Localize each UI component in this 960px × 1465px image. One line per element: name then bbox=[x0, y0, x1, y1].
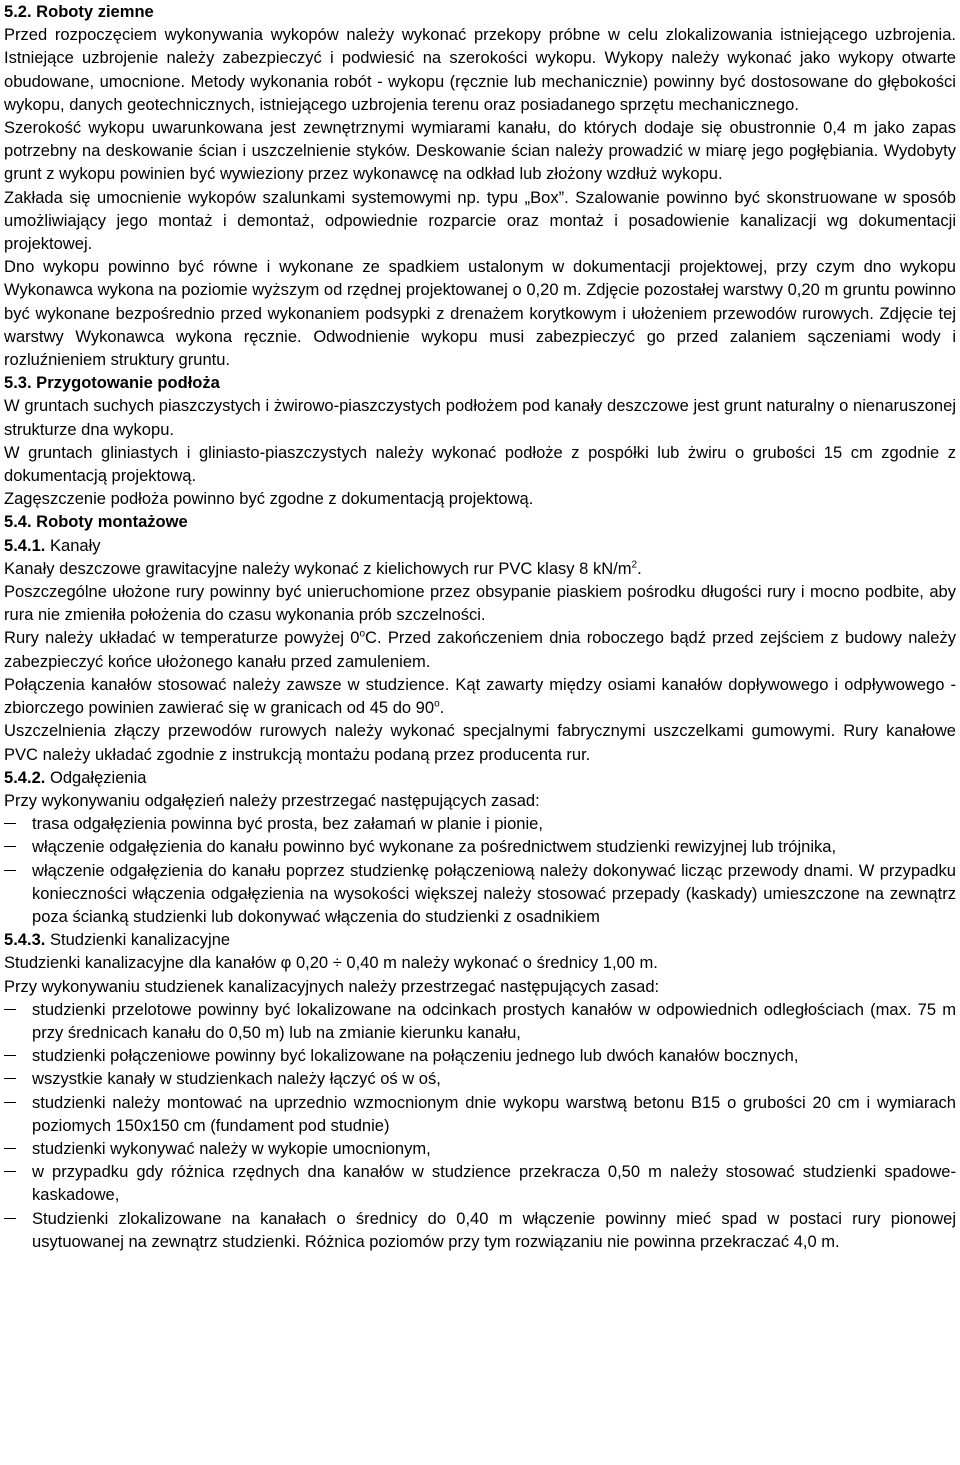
paragraph: Poszczególne ułożone rury powinny być unieruchomione przez obsypanie piaskiem pośrodku długości rury i mocno podbite, aby rura nie zmieniła położenia do czasu wykonania prób szczelności. bbox=[4, 582, 956, 625]
dash-bullet-icon bbox=[4, 870, 16, 871]
rules-list bbox=[4, 998, 956, 1253]
list-item-text: Studzienki zlokalizowane na kanałach o średnicy do 0,40 m włączenie powinny mieć spad w postaci rury pionowej usytuowanej na zewnątrz studzienki. Różnica poziomów przy tym rozwiązaniu nie powinna przekraczać 4,0 m. bbox=[32, 1208, 956, 1251]
list-item-text: w przypadku gdy różnica rzędnych dna kanałów w studzience przekracza 0,50 m należy stosować studzienki spadowe-kaskadowe, bbox=[32, 1162, 956, 1205]
superscript: o bbox=[434, 698, 440, 710]
paragraph bbox=[4, 951, 956, 974]
dash-bullet-icon bbox=[4, 1102, 16, 1103]
heading-5-4-title: Roboty montażowe bbox=[36, 512, 188, 532]
rules-list bbox=[4, 812, 956, 928]
heading-5-4-2-title: Odgałęzienia bbox=[49, 767, 147, 787]
heading-5-3-number: 5.3. bbox=[4, 373, 32, 393]
text-run: . bbox=[637, 558, 642, 578]
dash-bullet-icon bbox=[4, 1148, 16, 1149]
dash-bullet-icon bbox=[4, 1055, 16, 1056]
list-item bbox=[4, 835, 956, 858]
heading-5-4-2-number: 5.4.2. bbox=[4, 767, 46, 787]
paragraph: Dno wykopu powinno być równe i wykonane ze spadkiem ustalonym w dokumentacji projektowej, przy czym dno wykopu Wykonawca wykona na poziomie wyższym od rzędnej projektowanej o 0,20 m. Zdjęcie pozostałej warstwy 0,20 m gruntu powinno być wykonane bezpośrednio przed wykonaniem podsypki z drenażem korytkowym i ułożeniem przewodów rurowych. Zdjęcie tej warstwy Wykonawca wykona ręcznie. Odwodnienie wykopu musi zabezpieczyć go przed zalaniem sączeniami wody i rozluźnieniem struktury gruntu. bbox=[4, 257, 956, 370]
text-run: Kanały deszczowe grawitacyjne należy wykonać z kielichowych rur PVC klasy 8 kN/m bbox=[4, 558, 632, 578]
text-run: 0,20 bbox=[295, 953, 329, 973]
paragraph: Szerokość wykopu uwarunkowana jest zewnętrznymi wymiarami kanału, do których dodaje się obustronnie 0,4 m jako zapas potrzebny na deskowanie ścian i uszczelnienie styków. Deskowanie ścian należy prowadzić w miarę jego pogłębiania. Wydobyty grunt z wykopu powinien być wywieziony przez wykonawcę na odkład lub złożony wzdłuż wykopu. bbox=[4, 118, 956, 184]
list-item bbox=[4, 1044, 956, 1067]
heading-5-2 bbox=[4, 0, 956, 23]
list-item-text: studzienki wykonywać należy w wykopie umocnionym, bbox=[32, 1138, 431, 1158]
list-item bbox=[4, 1067, 956, 1090]
heading-5-2-title: Roboty ziemne bbox=[36, 2, 154, 21]
heading-5-4 bbox=[4, 510, 956, 533]
paragraph: Zagęszczenie podłoża powinno być zgodne z dokumentacją projektową. bbox=[4, 489, 534, 509]
paragraph bbox=[4, 557, 956, 580]
list-item bbox=[4, 1207, 956, 1253]
superscript: 2 bbox=[631, 559, 638, 571]
paragraph: Przed rozpoczęciem wykonywania wykopów należy wykonać przekopy próbne w celu zlokalizowania istniejącego uzbrojenia. Istniejące uzbrojenie należy zabezpieczyć i podwiesić na szerokości wykopu. Wykopy należy wykonać jako wykopy otwarte obudowane, umocnione. Metody wykonania robót - wykopu (ręcznie lub mechanicznie) powinny być dostosowane do głębokości wykopu, danych geotechnicznych, istniejącego uzbrojenia terenu oraz posiadanego sprzętu mechanicznego. bbox=[4, 25, 956, 114]
list-item-text: trasa odgałęzienia powinna być prosta, bez załamań w planie i pionie, bbox=[32, 814, 543, 834]
heading-5-4-number: 5.4. bbox=[4, 512, 32, 532]
superscript: o bbox=[359, 628, 366, 640]
heading-5-4-1-number: 5.4.1. bbox=[4, 535, 46, 555]
paragraph bbox=[4, 626, 956, 672]
heading-5-2-number: 5.2. bbox=[4, 2, 32, 21]
paragraph: Zakłada się umocnienie wykopów szalunkami systemowymi np. typu „Box”. Szalowanie powinno być skonstruowane w sposób umożliwiający jego montaż i demontaż, odpowiednie rozparcie oraz montaż i posadowienie kanalizacji wg dokumentacji projektowej. bbox=[4, 187, 956, 254]
dash-bullet-icon bbox=[4, 1009, 16, 1010]
heading-5-4-3 bbox=[4, 928, 956, 951]
list-item-text: studzienki przelotowe powinny być lokalizowane na odcinkach prostych kanałów w odpowiednich odległościach (max. 75 m przy średnicach kanału do 0,50 m) lub na zmianie kierunku kanału, bbox=[32, 999, 956, 1042]
phi-symbol: φ bbox=[280, 953, 292, 973]
heading-5-4-1 bbox=[4, 534, 956, 557]
text-run: Połączenia kanałów stosować należy zawsze w studzience. Kąt zawarty między osiami kanałów dopływowego i odpływowego - zbiorczego powinien zawierać się w granicach od 45 do 90 bbox=[4, 674, 956, 718]
dash-bullet-icon bbox=[4, 1078, 16, 1079]
heading-5-3 bbox=[4, 371, 956, 394]
dash-bullet-icon bbox=[4, 1218, 16, 1219]
text-run: . bbox=[439, 698, 445, 718]
heading-5-3-title: Przygotowanie podłoża bbox=[36, 373, 220, 393]
paragraph: W gruntach suchych piaszczystych i żwirowo-piaszczystych podłożem pod kanały deszczowe jest grunt naturalny o nienaruszonej strukturze dna wykopu. bbox=[4, 396, 956, 439]
text-run: Rury należy układać w temperaturze powyżej 0 bbox=[4, 628, 360, 648]
text-run: Studzienki kanalizacyjne dla kanałów bbox=[4, 953, 277, 973]
dash-bullet-icon bbox=[4, 1171, 16, 1172]
paragraph: Przy wykonywaniu studzienek kanalizacyjnych należy przestrzegać następujących zasad: bbox=[4, 976, 660, 996]
list-item bbox=[4, 998, 956, 1044]
list-item-text: studzienki należy montować na uprzednio wzmocnionym dnie wykopu warstwą betonu B15 o grubości 20 cm i wymiarach poziomych 150x150 cm (fundament pod studnie) bbox=[32, 1092, 956, 1135]
list-item-text: włączenie odgałęzienia do kanału powinno być wykonane za pośrednictwem studzienki rewizyjnej lub trójnika, bbox=[32, 837, 837, 857]
heading-5-4-1-title: Kanały bbox=[49, 535, 101, 555]
text-run: 0,40 m należy wykonać o średnicy 1,00 m. bbox=[346, 953, 658, 973]
paragraph: W gruntach gliniastych i gliniasto-piaszczystych należy wykonać podłoże z pospółki lub żwiru o grubości 15 cm zgodnie z dokumentacją projektową. bbox=[4, 442, 956, 486]
heading-5-4-3-title: Studzienki kanalizacyjne bbox=[49, 930, 231, 950]
paragraph bbox=[4, 673, 956, 719]
division-symbol: ÷ bbox=[332, 953, 342, 973]
list-item bbox=[4, 1091, 956, 1137]
dash-bullet-icon bbox=[4, 823, 16, 824]
list-item bbox=[4, 1160, 956, 1206]
list-item bbox=[4, 1137, 956, 1160]
heading-5-4-3-number: 5.4.3. bbox=[4, 930, 46, 950]
text-run: C. Przed zakończeniem dnia roboczego bądź przed zejściem z budowy należy zabezpieczyć końce ułożonego kanału przed zamuleniem. bbox=[4, 628, 956, 671]
heading-5-4-2 bbox=[4, 766, 956, 789]
list-item-text: włączenie odgałęzienia do kanału poprzez studzienkę połączeniową należy dokonywać licząc przewody dnami. W przypadku konieczności włączenia odgałęzienia na wysokości większej należy stosować przepady (kaskady) umieszczone na zewnątrz poza ścianką studzienki lub dokonywać włączenia do studzienki z osadnikiem bbox=[32, 860, 956, 926]
dash-bullet-icon bbox=[4, 846, 16, 847]
list-item-text: wszystkie kanały w studzienkach należy łączyć oś w oś, bbox=[32, 1069, 441, 1089]
list-item-text: studzienki połączeniowe powinny być lokalizowane na połączeniu jednego lub dwóch kanałów bocznych, bbox=[32, 1046, 799, 1066]
paragraph: Przy wykonywaniu odgałęzień należy przestrzegać następujących zasad: bbox=[4, 790, 540, 810]
paragraph: Uszczelnienia złączy przewodów rurowych należy wykonać specjalnymi fabrycznymi uszczelkami gumowymi. Rury kanałowe PVC należy układać zgodnie z instrukcją montażu podaną przez producenta rur. bbox=[4, 721, 956, 764]
list-item bbox=[4, 812, 956, 835]
list-item bbox=[4, 859, 956, 929]
